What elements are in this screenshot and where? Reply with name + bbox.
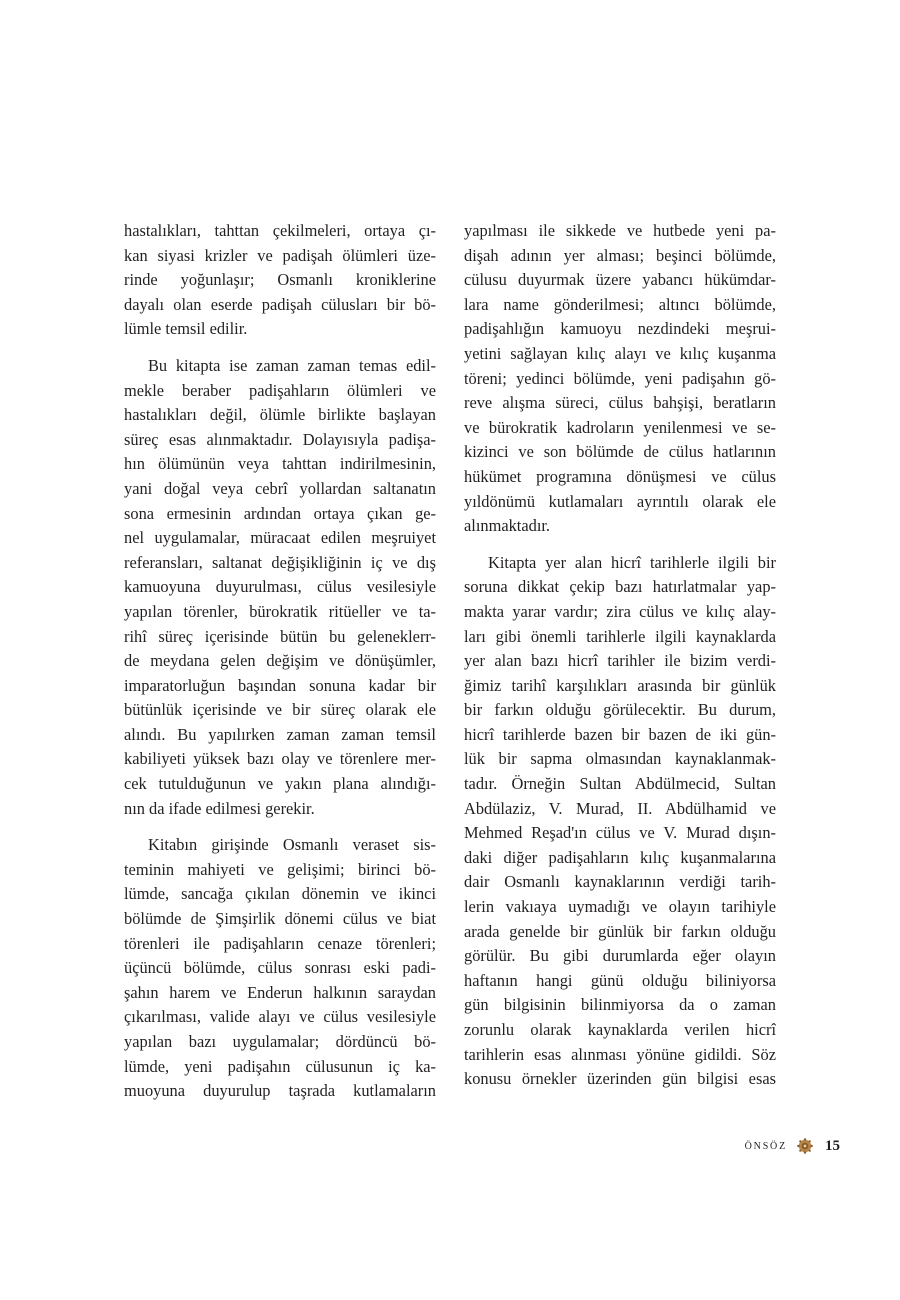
text-line: yani doğal veya cebrî yollardan saltanatın: [124, 478, 436, 498]
text-line: Kitapta yer alan hicrî tarihlerle ilgili bir: [488, 552, 776, 572]
text-line: şahın harem ve Enderun halkının saraydan: [124, 982, 436, 1002]
rosette-ornament-icon: [797, 1138, 813, 1154]
text-line: hicrî tarihlerde bazen bir bazen de iki gün-: [464, 724, 776, 744]
text-line: daki diğer padişahların kılıç kuşanmalarına: [464, 847, 776, 867]
right-column: [464, 219, 776, 1092]
text-line: yetini sağlayan kılıç alayı ve kılıç kuşanma: [464, 343, 776, 363]
text-line: yapılan bazı uygulamalar; dördüncü bö-: [124, 1032, 436, 1051]
text-line: alınmaktadır.: [464, 516, 551, 536]
text-line: mekle beraber padişahların ölümleri ve: [124, 380, 436, 400]
text-line: cek tutulduğunun ve yakın plana alındığı-: [124, 774, 436, 794]
text-line: teminin mahiyeti ve gelişimi; birinci bö-: [124, 859, 436, 879]
paragraph-gap: [124, 821, 436, 833]
text-line: kizinci ve son bölümde de cülus hatlarının: [464, 442, 776, 462]
text-line: yıldönümü kutlamaları ayrıntılı olarak ele: [464, 491, 776, 511]
paragraph: [124, 833, 436, 1104]
paragraph: [124, 219, 436, 342]
text-line: reve alışma süreci, cülus bahşişi, beratların: [464, 393, 776, 413]
text-line: referansları, saltanat değişikliğinin iç ve dış: [124, 552, 436, 572]
text-line: gün bilgisinin bilinmiyorsa da o zaman: [464, 995, 776, 1015]
text-line: sona ermesinin ardından ortaya çıkan ge-: [124, 503, 436, 523]
text-line: hükümet programına dönüşmesi ve cülus: [464, 466, 776, 486]
text-line: lük bir sapma olmasından kaynaklanmak-: [464, 749, 776, 769]
text-line: cülusu duyurmak üzere yabancı hükümdar-: [464, 270, 776, 290]
text-line: tarihlerin esas alınması yönüne gidildi. Söz: [464, 1044, 776, 1064]
text-line: yer alan bazı hicrî tarihler ile bizim verdi-: [464, 651, 776, 671]
paragraph: [464, 219, 776, 539]
text-line: rihî süreç içerisinde bütün bu geleneklerr-: [124, 626, 436, 646]
text-line: lümde, yeni padişahın cülusunun iç ka-: [124, 1056, 436, 1076]
text-line: makta yarar vardır; zira cülus ve kılıç alay-: [464, 601, 776, 621]
text-line: hastalıkları değil, ölümle birlikte başlayan: [124, 405, 436, 425]
text-line: dayalı olan eserde padişah cülusları bir bö-: [124, 294, 436, 314]
text-line: Mehmed Reşad'ın cülus ve V. Murad dışın-: [464, 823, 776, 843]
text-line: ları gibi önemli tarihlerle ilgili kaynaklarda: [464, 626, 776, 646]
text-line: çıkarılması, valide alayı ve cülus vesilesiyle: [124, 1007, 436, 1027]
text-line: alındı. Bu yapılırken zaman zaman temsil: [124, 724, 436, 744]
text-line: rinde yoğunlaşır; Osmanlı kroniklerine: [124, 270, 436, 290]
text-line: törenleri ile padişahların cenaze törenleri;: [124, 933, 436, 953]
text-line: Kitabın girişinde Osmanlı veraset sis-: [148, 835, 436, 855]
text-line: lara name gönderilmesi; altıncı bölümde,: [464, 294, 776, 314]
text-line: görülür. Bu gibi durumlarda eğer olayın: [464, 946, 776, 966]
text-line: kamuoyuna duyurulması, cülus vesilesiyle: [124, 577, 436, 597]
text-line: lerin vakıaya uymadığı ve olayın tarihiyle: [464, 897, 776, 917]
paragraph-gap: [124, 342, 436, 354]
text-line: üçüncü bölümde, cülus sonrası eski padi-: [124, 958, 436, 978]
text-line: soruna dikkat çekip bazı hatırlatmalar yap-: [464, 577, 776, 597]
text-line: bütünlük içerisinde ve bir süreç olarak ele: [124, 700, 436, 720]
text-line: imparatorluğun başından sonuna kadar bir: [124, 675, 436, 695]
text-line: kabiliyeti yüksek bazı olay ve törenlere mer-: [124, 749, 436, 769]
text-line: yapılan törenler, bürokratik ritüeller ve ta-: [124, 601, 436, 621]
text-line: süreç esas alınmaktadır. Dolayısıyla padişa-: [124, 429, 436, 449]
text-line: Bu kitapta ise zaman zaman temas edil-: [148, 355, 436, 375]
text-line: lümde, sancağa çıkılan dönemin ve ikinci: [124, 884, 436, 904]
text-line: hın ölümünün veya tahttan indirilmesinin,: [124, 454, 436, 474]
text-line: konusu örnekler üzerinden gün bilgisi esas: [464, 1069, 776, 1089]
text-line: arada genelde bir günlük bir farkın olduğu: [464, 921, 776, 941]
text-line: ve bürokratik kadroların yenilenmesi ve se-: [464, 417, 776, 437]
text-line: bir farkın olduğu görülecektir. Bu durum,: [464, 700, 776, 720]
text-line: yapılması ile sikkede ve hutbede yeni pa-: [464, 221, 776, 240]
text-line: dişah adının yer alması; beşinci bölümde,: [464, 245, 776, 265]
text-line: töreni; yedinci bölümde, yeni padişahın gö-: [464, 368, 776, 388]
text-line: lümle temsil edilir.: [124, 319, 248, 339]
text-line: zorunlu olarak kaynaklarda verilen hicrî: [464, 1020, 776, 1039]
paragraph-gap: [464, 539, 776, 551]
text-line: bölümde de Şimşirlik dönemi cülus ve biat: [124, 909, 436, 929]
paragraph: [464, 551, 776, 1092]
page-number: 15: [825, 1137, 840, 1154]
text-line: hastalıkları, tahttan çekilmeleri, ortaya çı-: [124, 221, 436, 240]
text-line: de meydana gelen değişim ve dönüşümler,: [124, 651, 436, 671]
text-line: muoyuna duyurulup taşrada kutlamaların: [124, 1081, 436, 1101]
text-line: nel uygulamalar, müracaat edilen meşruiyet: [124, 528, 436, 548]
text-line: ğimiz tarihî karşılıkları arasında bir günlük: [464, 675, 776, 695]
text-line: dair Osmanlı kaynaklarının verdiği tarih-: [464, 872, 776, 892]
text-line: nın da ifade edilmesi gerekir.: [124, 798, 315, 818]
page-footer: [745, 1136, 840, 1156]
text-line: Abdülaziz, V. Murad, II. Abdülhamid ve: [464, 798, 776, 818]
text-line: tadır. Örneğin Sultan Abdülmecid, Sultan: [464, 774, 776, 794]
text-line: kan siyasi krizler ve padişah ölümleri üze-: [124, 245, 436, 265]
text-line: haftanın hangi günü olduğu biliniyorsa: [464, 970, 776, 990]
paragraph: [124, 354, 436, 821]
left-column: [124, 219, 436, 1104]
text-line: padişahlığın kamuoyu nezdindeki meşrui-: [464, 319, 776, 339]
section-label: ÖNSÖZ: [744, 1140, 787, 1152]
